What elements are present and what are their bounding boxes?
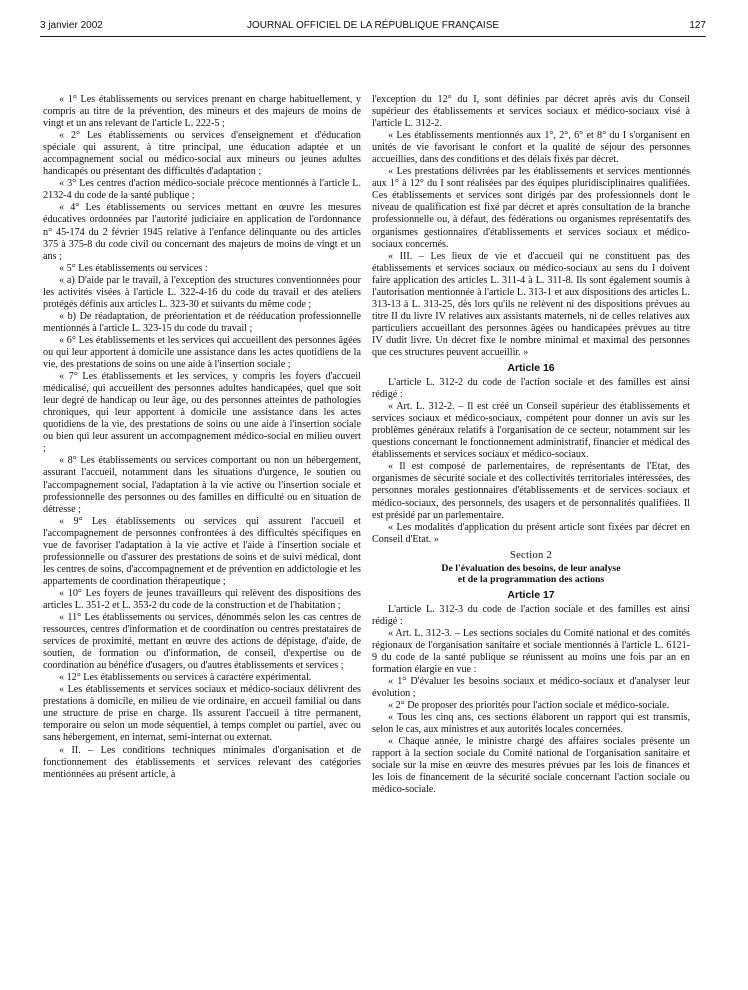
section-2-subtitle-line: De l'évaluation des besoins, de leur analyse xyxy=(441,562,621,574)
header-page-number: 127 xyxy=(689,20,706,31)
paragraph: L'article L. 312-2 du code de l'action sociale et des familles est ainsi rédigé : xyxy=(372,377,690,401)
paragraph: « 11° Les établissements ou services, dénommés selon les cas centres de ressources, centres d'information et de coordination ou centres prestataires de services de proximité, mettant en œuvre des actions de dépistage, d'aide, de soutien, de formation ou d'information, de conseil, d'expertise ou de coordination au bénéfice d'usagers, ou d'autres établissements et services ; xyxy=(43,612,361,672)
section-2-subtitle-line: et de la programmation des actions xyxy=(457,574,605,586)
paragraph: « Chaque année, le ministre chargé des affaires sociales présente un rapport à la section sociale du Comité national de l'organisation sanitaire et sociale sur la mise en œuvre des mesures prévues par les lois de finances et les lois de financement de la sécurité sociale concernant l'action sociale ou médico-sociale. xyxy=(372,736,690,796)
paragraph: « Les modalités d'application du présent article sont fixées par décret en Conseil d'Etat. » xyxy=(372,521,690,545)
paragraph: « Les établissements mentionnés aux 1°, 2°, 6° et 8° du I s'organisent en unités de vie favorisant le confort et la qualité de séjour des personnes accueillies, dans des conditions et des délais fixés par décret. xyxy=(372,130,690,166)
left-column xyxy=(43,94,361,781)
article-16-heading: Article 16 xyxy=(507,362,555,375)
header-rule xyxy=(40,36,706,37)
paragraph: L'article L. 312-3 du code de l'action sociale et des familles est ainsi rédigé : xyxy=(372,603,690,627)
paragraph: « 12° Les établissements ou services à caractère expérimental. xyxy=(59,672,312,684)
paragraph: « 2° De proposer des priorités pour l'action sociale et médico-sociale. xyxy=(388,700,670,712)
paragraph: « 1° Les établissements ou services prenant en charge habituellement, y compris au titre de la prévention, des mineurs et des majeurs de moins de vingt et un ans relevant de l'article L. 222-5 ; xyxy=(43,94,361,130)
paragraph: « b) De réadaptation, de préorientation et de rééducation professionnelle mentionnés à l'article L. 323-15 du code du travail ; xyxy=(43,310,361,334)
paragraph: « 6° Les établissements et les services qui accueillent des personnes âgées ou qui leur apportent à domicile une assistance dans les actes quotidiens de la vie, des prestations de soins ou une aide à l'insertion sociale ; xyxy=(43,334,361,371)
paragraph: « Il est composé de parlementaires, de représentants de l'Etat, des organismes de sécurité sociale et des collectivités territoriales intéressées, des personnes morales gestionnaires d'établissements et de services sociaux et médico-sociaux, des personnels, des usagers et de personnalités qualifiées. Il est présidé par un parlementaire. xyxy=(372,461,690,521)
paragraph: « 10° Les foyers de jeunes travailleurs qui relèvent des dispositions des articles L. 351-2 et L. 353-2 du code de la construction et de l'habitation ; xyxy=(43,587,361,611)
paragraph: « 5° Les établissements ou services : xyxy=(59,262,208,274)
section-2-subtitle xyxy=(372,563,690,586)
paragraph: « a) D'aide par le travail, à l'exception des structures conventionnées pour les activités visées à l'article L. 322-4-16 du code du travail et des ateliers protégés définis aux articles L. 323-30 et suivants du même code ; xyxy=(43,274,361,310)
page-header xyxy=(40,20,706,34)
paragraph: « 1° D'évaluer les besoins sociaux et médico-sociaux et d'analyser leur évolution ; xyxy=(372,675,690,700)
paragraph: « 8° Les établissements ou services comportant ou non un hébergement, assurant l'accueil, notamment dans les situations d'urgence, le soutien ou l'accompagnement social, l'adaptation à la vie active ou l'insertion sociale et professionnelle des personnes ou des familles en difficulté ou en situation de détresse ; xyxy=(43,455,361,515)
paragraph: « 9° Les établissements ou services qui assurent l'accueil et l'accompagnement de personnes confrontées à des difficultés spécifiques en vue de favoriser l'adaptation à la vie active et l'aide à l'insertion sociale et professionnelle ou d'assurer des prestations de soins et de suivi médical, dont les centres de soins, d'accompagnement et de prévention en addictologie et les appartements de coordination thérapeutique ; xyxy=(43,515,361,587)
paragraph: « Les établissements et services sociaux et médico-sociaux délivrent des prestations à domicile, en milieu de vie ordinaire, en accueil familial ou dans une structure de prise en charge. Ils assurent l'accueil à titre permanent, temporaire ou selon un mode séquentiel, à temps complet ou partiel, avec ou sans hébergement, en internat, semi-internat ou externat. xyxy=(43,684,361,744)
paragraph: « 2° Les établissements ou services d'enseignement et d'éducation spéciale qui assurent, à titre principal, une éducation adaptée et un accompagnement social ou médico-social aux mineurs ou jeunes adultes handicapés ou présentant des difficultés d'adaptation ; xyxy=(43,130,361,178)
paragraph: « III. – Les lieux de vie et d'accueil qui ne constituent pas des établissements et services sociaux ou médico-sociaux au sens du I doivent faire application des articles L. 311-4 à L. 311-8. Ils sont également soumis à l'autorisation mentionnée à l'article L. 313-1 et aux dispositions des articles L. 313-13 à L. 313-25, dès lors qu'ils ne relèvent ni des dispositions prévues au titre II du livre IV relatives aux assistants maternels, ni de celles relatives aux particuliers accueillant des personnes âgées ou handicapées prévues au titre IV dudit livre. Un décret fixe le nombre minimal et maximal des personnes que ces structures peuvent accueillir. » xyxy=(372,250,690,358)
paragraph: « 3° Les centres d'action médico-sociale précoce mentionnés à l'article L. 2132-4 du code de la santé publique ; xyxy=(43,178,361,202)
paragraph: « 4° Les établissements ou services mettant en œuvre les mesures éducatives ordonnées par l'autorité judiciaire en application de l'ordonnance n° 45-174 du 2 février 1945 relative à l'enfance délinquante ou des articles 375 à 375-8 du code civil ou concernant des majeurs de moins de vingt et un ans ; xyxy=(43,202,361,262)
paragraph: l'exception du 12° du I, sont définies par décret après avis du Conseil supérieur des établissements et services sociaux et médico-sociaux visé à l'article L. 312-2. xyxy=(372,94,690,130)
header-journal-title: JOURNAL OFFICIEL DE LA RÉPUBLIQUE FRANÇAISE xyxy=(246,20,500,31)
paragraph: « 7° Les établissements et les services, y compris les foyers d'accueil médicalisé, qui accueillent des personnes adultes handicapées, quel que soit leur degré de handicap ou leur âge, ou des personnes atteintes de pathologies chroniques, qui leur apportent à domicile une assistance dans les actes quotidiens de la vie, des prestations de soins ou une aide à l'insertion sociale ou bien qui leur assurent un accompagnement médico-social en milieu ouvert ; xyxy=(43,371,361,455)
section-2-heading: Section 2 xyxy=(509,549,553,561)
paragraph: « Art. L. 312-3. – Les sections sociales du Comité national et des comités régionaux de l'organisation sanitaire et sociale mentionnés à l'article L. 6121-9 du code de la santé publique se réunissent au moins une fois par an en formation élargie en vue : xyxy=(372,627,690,675)
article-17-heading: Article 17 xyxy=(507,588,555,601)
paragraph: « II. – Les conditions techniques minimales d'organisation et de fonctionnement des établissements et services relevant des catégories mentionnées au présent article, à xyxy=(43,744,361,780)
paragraph: « Art. L. 312-2. – Il est créé un Conseil supérieur des établissements et services sociaux et médico-sociaux, compétent pour donner un avis sur les problèmes généraux relatifs à l'organisation de ce secteur, notamment sur les questions concernant le fonctionnement administratif, financier et médical des établissements et services sociaux et médico-sociaux. xyxy=(372,401,690,461)
right-column xyxy=(372,94,690,796)
header-date: 3 janvier 2002 xyxy=(40,20,103,31)
paragraph: « Les prestations délivrées par les établissements et services mentionnés aux 1° à 12° du I sont réalisées par des équipes pluridisciplinaires qualifiées. Ces établissements et services sont dirigés par des professionnels dont le niveau de qualification est fixé par décret et après consultation de la branche professionnelle ou, à défaut, des fédérations ou organismes représentatifs des organismes gestionnaires d'établissements et services sociaux et médico-sociaux concernés. xyxy=(372,166,690,250)
paragraph: « Tous les cinq ans, ces sections élaborent un rapport qui est transmis, selon le cas, aux ministres et aux autorités locales concernées. xyxy=(372,712,690,736)
